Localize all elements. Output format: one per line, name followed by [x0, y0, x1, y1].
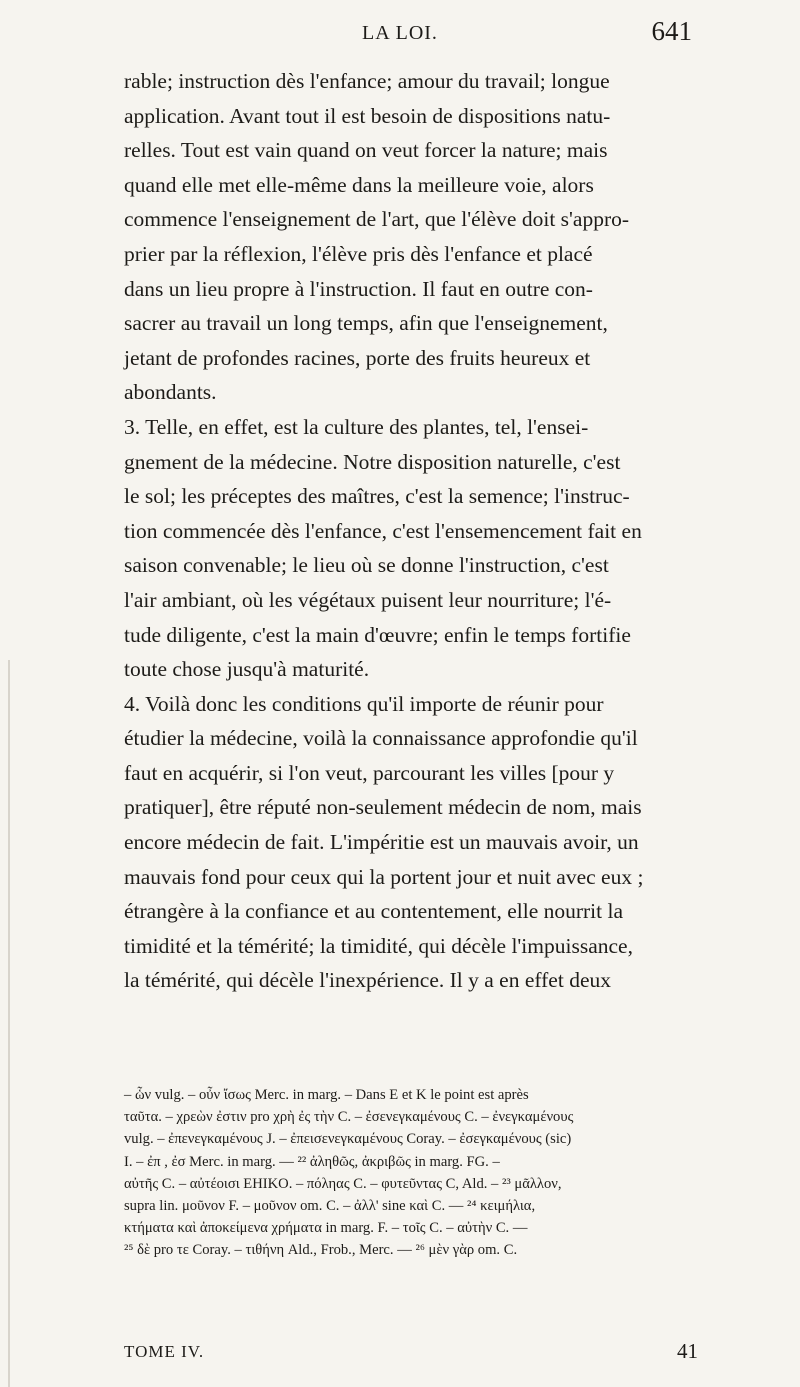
- text-line: mauvais fond pour ceux qui la portent jour et nuit avec eux ;: [124, 864, 644, 889]
- text-line: sacrer au travail un long temps, afin que l'enseignement,: [124, 311, 608, 336]
- text-line: étudier la médecine, voilà la connaissance approfondie qu'il: [124, 726, 638, 751]
- text-line: gnement de la médecine. Notre disposition naturelle, c'est: [124, 449, 621, 474]
- text-line: prier par la réflexion, l'élève pris dès l'enfance et placé: [124, 241, 593, 266]
- text-line: tion commencée dès l'enfance, c'est l'ensemencement fait en: [124, 518, 642, 543]
- text-line: pratiquer], être réputé non-seulement médecin de nom, mais: [124, 795, 642, 820]
- note-line: ταῦτα. – χρεὼν ἐστιν pro χρὴ ἐς τὴν C. – ἐσενεγκαμένους C. – ἐνεγκαμένους: [124, 1109, 574, 1126]
- note-line: ²⁵ δὲ pro τε Coray. – τιθήνη Ald., Frob., Merc. — ²⁶ μὲν γὰρ om. C.: [124, 1242, 518, 1259]
- main-text: [124, 64, 722, 998]
- text-line: saison convenable; le lieu où se donne l'instruction, c'est: [124, 553, 609, 578]
- note-line: αὐτῆς C. – αὐτέοισι EHIKO. – πόληας C. – φυτεῦντας C, Ald. – ²³ μᾶλλον,: [124, 1175, 562, 1192]
- text-line: 3. Telle, en effet, est la culture des plantes, tel, l'ensei-: [124, 414, 589, 439]
- note-line: vulg. – ἐπενεγκαμένους J. – ἐπεισενεγκαμένους Coray. – ἐσεγκαμένους (sic): [124, 1131, 572, 1148]
- critical-apparatus: [124, 1084, 724, 1262]
- text-line: étrangère à la confiance et au contentement, elle nourrit la: [124, 899, 624, 924]
- note-line: κτήματα καὶ ἀποκείμενα χρήματα in marg. F. – τοῖς C. – αὐτὴν C. —: [124, 1220, 528, 1237]
- text-line: le sol; les préceptes des maîtres, c'est la semence; l'instruc-: [124, 484, 630, 509]
- text-line: dans un lieu propre à l'instruction. Il faut en outre con-: [124, 276, 593, 301]
- text-line: jetant de profondes racines, porte des fruits heureux et: [124, 345, 591, 370]
- page-edge-shadow: [8, 660, 10, 1387]
- signature-mark: 41: [677, 1339, 698, 1363]
- text-line: faut en acquérir, si l'on veut, parcourant les villes [pour y: [124, 760, 615, 785]
- text-line: commence l'enseignement de l'art, que l'élève doit s'appro-: [124, 207, 630, 232]
- text-line: l'air ambiant, où les végétaux puisent leur nourriture; l'é-: [124, 587, 612, 612]
- text-line: timidité et la témérité; la timidité, qui décèle l'impuissance,: [124, 933, 633, 958]
- text-line: rable; instruction dès l'enfance; amour du travail; longue: [124, 69, 610, 93]
- text-line: tude diligente, c'est la main d'œuvre; enfin le temps fortifie: [124, 622, 631, 647]
- text-line: application. Avant tout il est besoin de dispositions natu-: [124, 103, 611, 128]
- text-line: quand elle met elle-même dans la meilleure voie, alors: [124, 172, 594, 197]
- text-line: encore médecin de fait. L'impéritie est un mauvais avoir, un: [124, 830, 639, 855]
- text-line: abondants.: [124, 380, 217, 405]
- note-line: I. – ἐπ , ἐσ Merc. in marg. — ²² ἀληθῶς, ἀκριβῶς in marg. FG. –: [124, 1153, 500, 1170]
- text-line: toute chose jusqu'à maturité.: [124, 657, 370, 682]
- text-line: la témérité, qui décèle l'inexpérience. Il y a en effet deux: [124, 968, 611, 993]
- page-number: 641: [651, 16, 692, 46]
- page-header: [0, 16, 800, 56]
- text-line: 4. Voilà donc les conditions qu'il importe de réunir pour: [124, 691, 604, 716]
- running-title: LA LOI.: [362, 22, 438, 44]
- note-line: supra lin. μοῦνον F. – μοῦνον om. C. – ἀλλ' sine καὶ C. — ²⁴ κειμήλια,: [124, 1197, 536, 1214]
- note-line: – ὧν vulg. – οὖν ἴσως Merc. in marg. – Dans E et K le point est après: [124, 1087, 529, 1103]
- volume-label: TOME IV.: [124, 1342, 205, 1361]
- text-line: relles. Tout est vain quand on veut forcer la nature; mais: [124, 138, 608, 163]
- page-footer: [124, 1339, 722, 1370]
